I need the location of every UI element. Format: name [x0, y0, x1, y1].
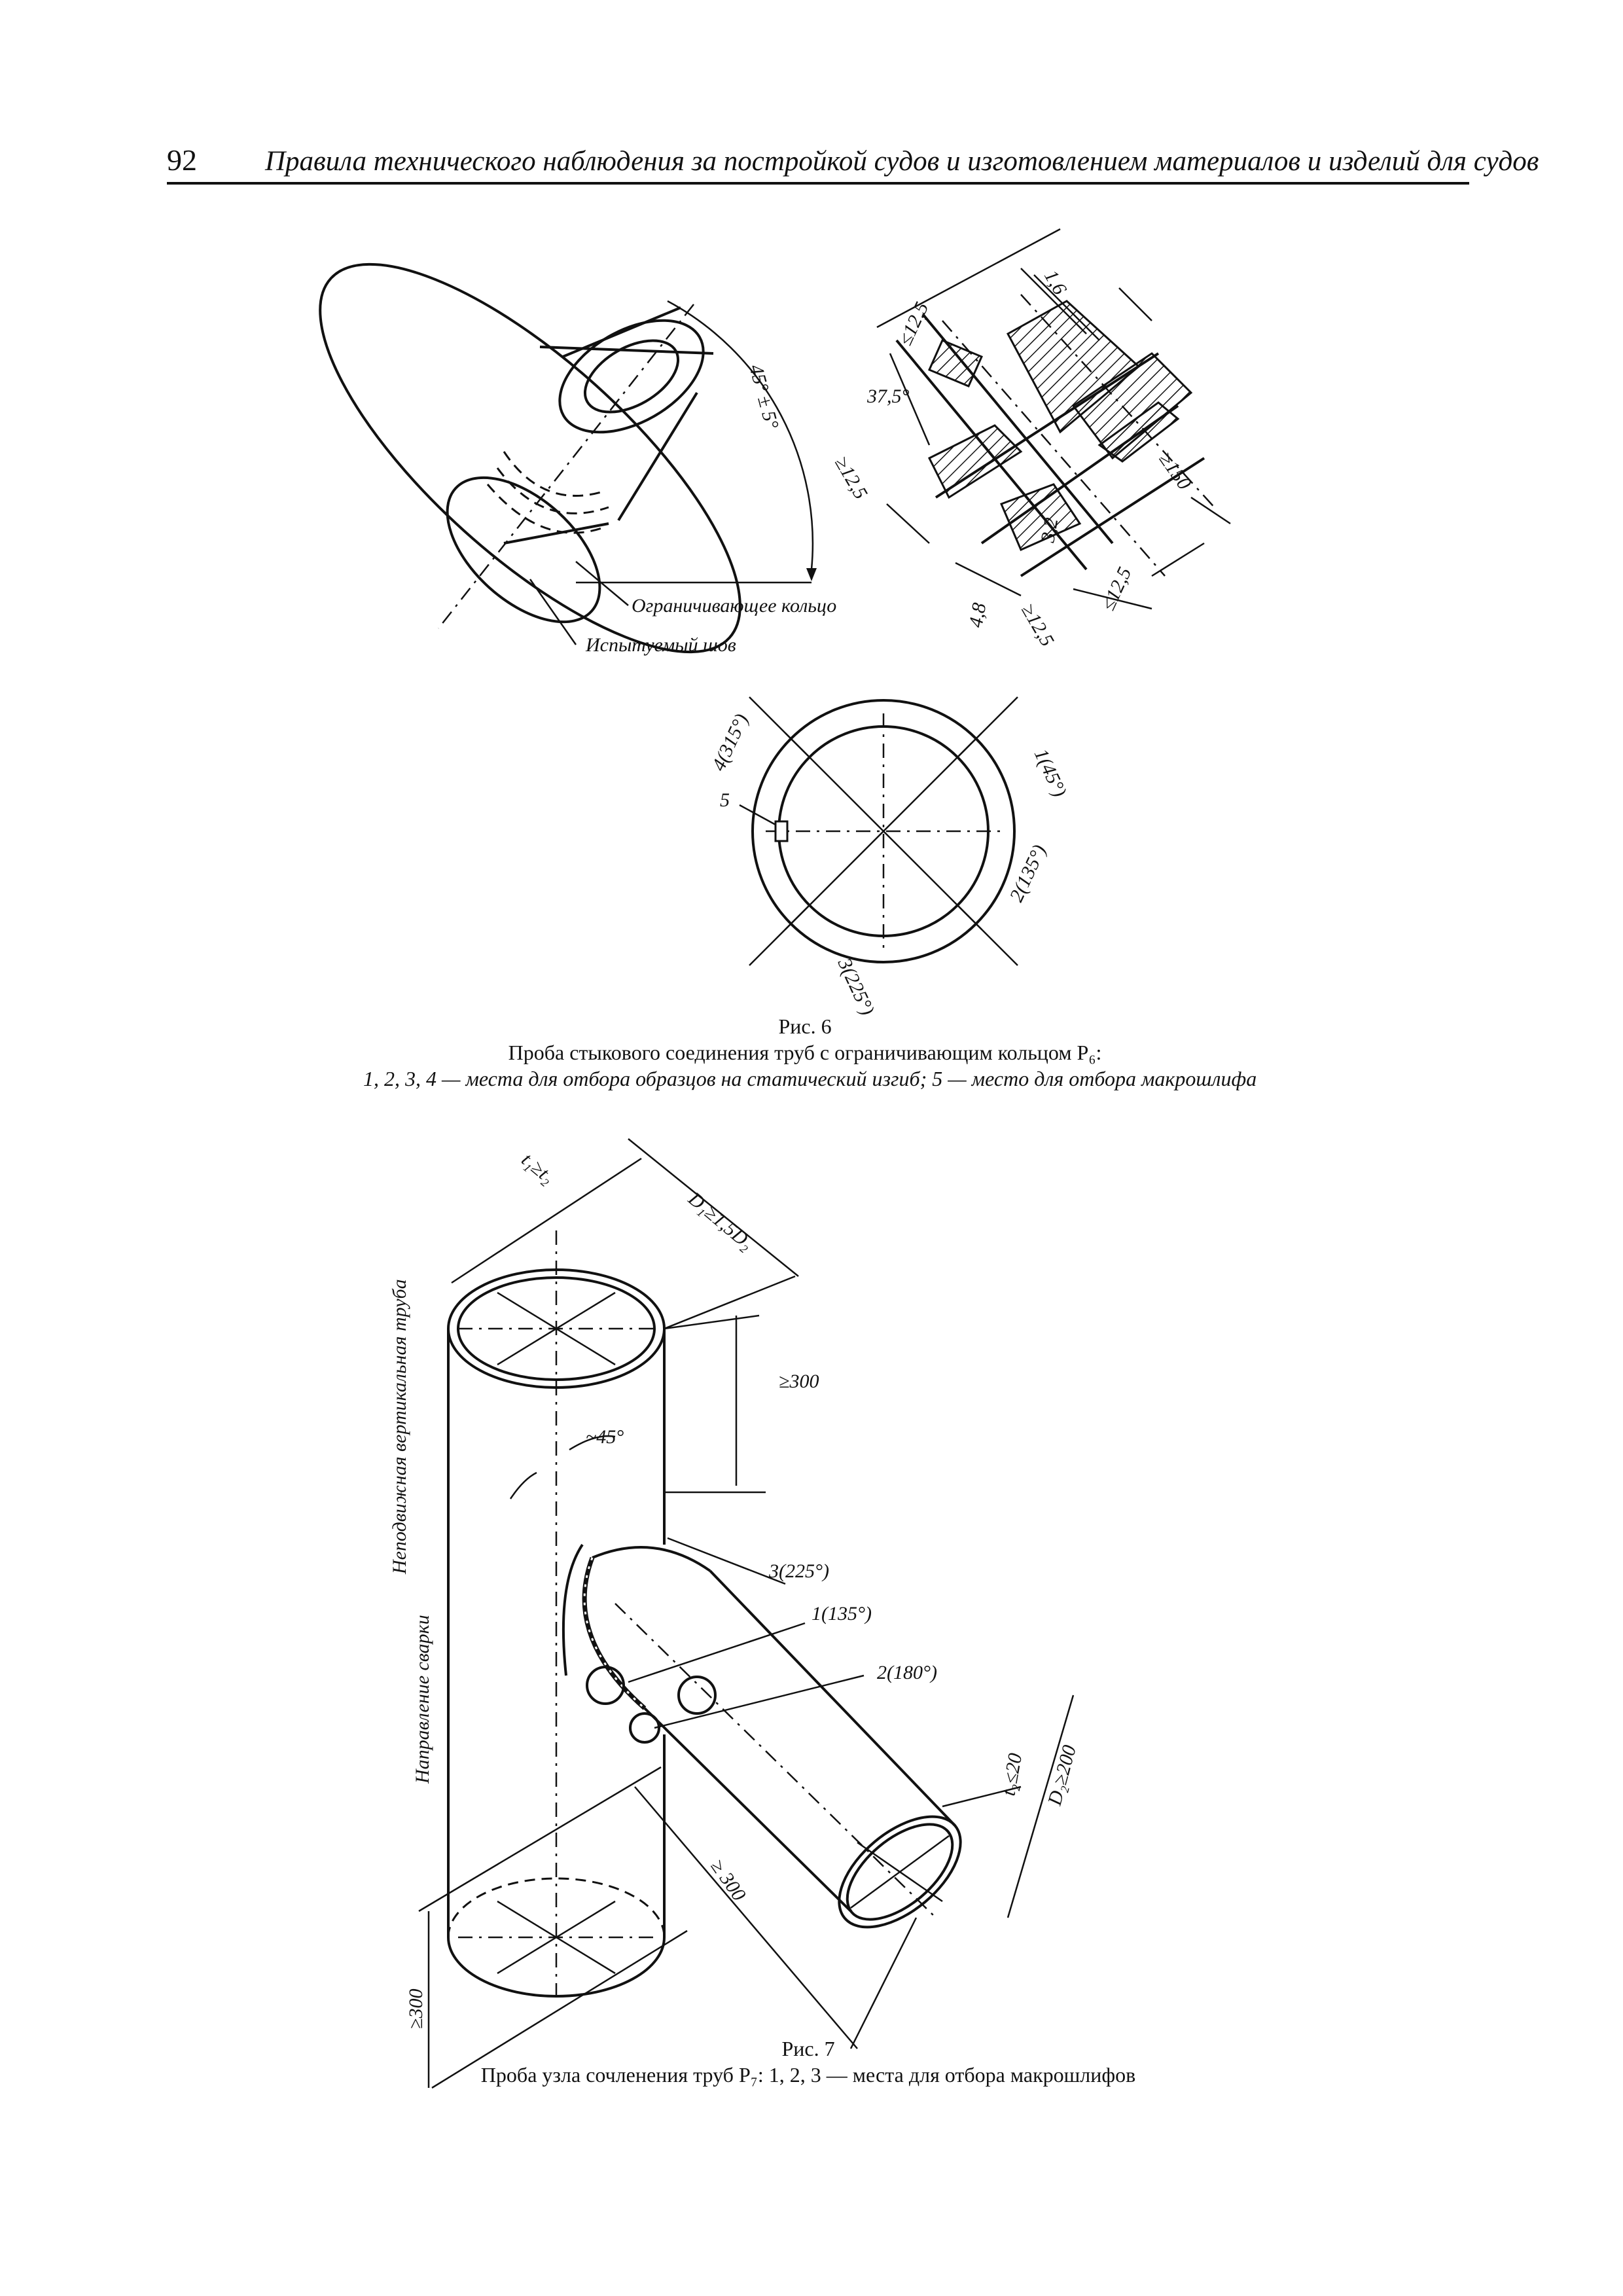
fig6-dim-ge125-left: ≥12,5 [830, 453, 872, 503]
fig7-t1-label: t₁≥t₂ [517, 1149, 559, 1189]
fig6-dim-4-8: 4,8 [965, 601, 991, 630]
fig6-ring-label: Ограничивающее кольцо [632, 595, 837, 617]
fig7-branch-pipe [563, 1545, 980, 1948]
figure-6-caption-line2: 1, 2, 3, 4 — места для отбора образцов на статический изгиб; 5 — место для отбора макрошлифа [363, 1067, 1257, 1090]
fig6-pos-2: 2(135°) [1005, 841, 1051, 905]
fig6-angle-label: 45° ± 5° [745, 362, 783, 431]
fig7-welding-direction: Направление сварки [412, 1615, 433, 1784]
fig6-pos-3: 3(225°) [833, 955, 879, 1019]
fig7-point-1: 1(135°) [812, 1603, 872, 1624]
fig6-dim-3-2: 3,2 [1037, 516, 1063, 545]
figure-6-number: Рис. 6 [778, 1014, 832, 1038]
fig6-weld-section [830, 229, 1230, 650]
fig7-vertical-pipe [448, 1230, 664, 2003]
fig6-pos-4: 4(315°) [707, 710, 753, 774]
fig6-dim-37-5: 37,5° [867, 386, 910, 407]
fig6-dim-ge150: ≥150 [1154, 448, 1196, 494]
figure-7-caption [432, 2036, 1185, 2088]
fig6-dim-ge125-bottom: ≥12,5 [1016, 600, 1059, 651]
running-title: Правила технического наблюдения за постройкой судов и изготовлением материалов и изделий для судов [265, 146, 1539, 177]
fig7-t2-label: t₂≤20 [997, 1751, 1027, 1798]
fig6-pos-5: 5 [720, 789, 730, 811]
figure-7-drawing [389, 1139, 1080, 2088]
figure-7-caption-line: Проба узла сочленения труб Р₇: 1, 2, 3 — места для отбора макрошлифов [480, 2063, 1136, 2087]
fig6-pipe-with-ring [265, 206, 836, 711]
fig6-sampling-ring [707, 697, 1071, 1018]
figure-7-number: Рис. 7 [781, 2037, 835, 2060]
fig7-ge300-top: ≥300 [779, 1371, 819, 1392]
fig7-d1-label: D₁≥1,5D₂ [684, 1188, 758, 1255]
figure-6-drawing [265, 206, 1230, 1018]
fig7-ge300-left: ≥300 [405, 1988, 427, 2029]
fig7-point-2: 2(180°) [877, 1662, 937, 1683]
figure-6-caption [363, 1013, 1257, 1092]
fig7-d2-label: D₂≥200 [1043, 1742, 1080, 1808]
fig7-point-3: 3(225°) [769, 1560, 829, 1582]
fig6-seam-label: Испытуемый шов [586, 634, 736, 656]
fig6-dim-le125-bottom: ≤12,5 [1097, 564, 1136, 614]
fig6-dim-1-6: 1,6 [1039, 266, 1071, 298]
fig7-ge300-mid: ≥ 300 [706, 1856, 750, 1905]
fig6-pos-1: 1(45°) [1029, 745, 1071, 800]
fig7-vertical-pipe-label: Неподвижная вертикальная труба [389, 1279, 410, 1574]
page-number: 92 [167, 143, 197, 177]
fig7-approx45: ~45° [586, 1426, 624, 1448]
fig6-dim-le125-top: ≤12,5 [894, 298, 933, 349]
figure-6-caption-line1: Проба стыкового соединения труб с ограничивающим кольцом Р₆: [508, 1041, 1102, 1064]
